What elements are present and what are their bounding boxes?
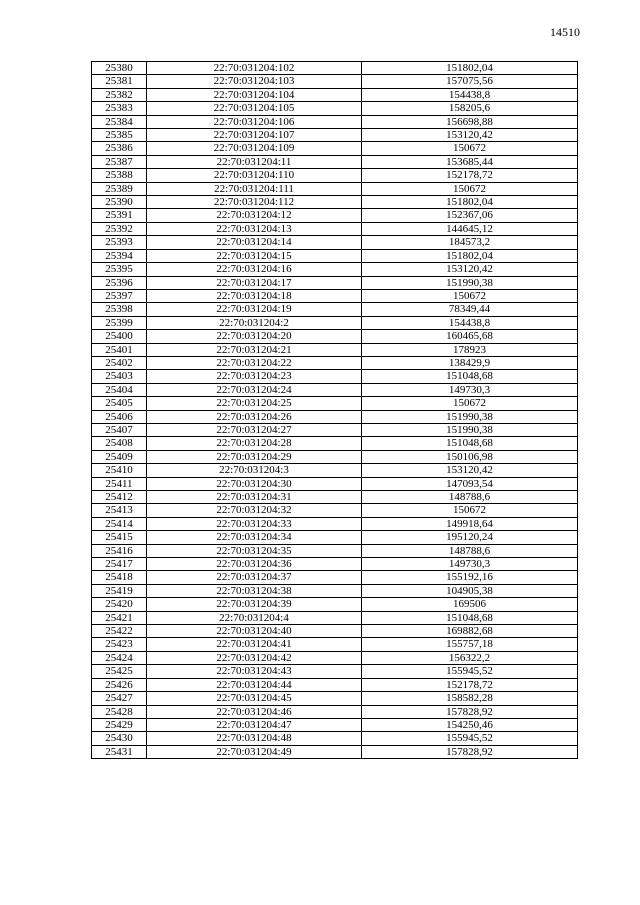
table-row bbox=[92, 289, 578, 302]
cadastral-number-cell: 22:70:031204:14 bbox=[147, 236, 362, 249]
cadastral-number-cell: 22:70:031204:103 bbox=[147, 75, 362, 88]
table-row bbox=[92, 464, 578, 477]
value-cell: 152178,72 bbox=[362, 678, 578, 691]
table-row bbox=[92, 370, 578, 383]
cadastral-number-cell: 22:70:031204:30 bbox=[147, 477, 362, 490]
row-number-cell: 25408 bbox=[92, 437, 147, 450]
table-row bbox=[92, 182, 578, 195]
table-row bbox=[92, 155, 578, 168]
cadastral-number-cell: 22:70:031204:47 bbox=[147, 718, 362, 731]
value-cell: 153685,44 bbox=[362, 155, 578, 168]
cadastral-number-cell: 22:70:031204:37 bbox=[147, 571, 362, 584]
row-number-cell: 25386 bbox=[92, 142, 147, 155]
value-cell: 151802,04 bbox=[362, 249, 578, 262]
table-row bbox=[92, 196, 578, 209]
value-cell: 155945,52 bbox=[362, 665, 578, 678]
row-number-cell: 25390 bbox=[92, 196, 147, 209]
row-number-cell: 25419 bbox=[92, 584, 147, 597]
table-row bbox=[92, 705, 578, 718]
row-number-cell: 25393 bbox=[92, 236, 147, 249]
cadastral-number-cell: 22:70:031204:34 bbox=[147, 531, 362, 544]
row-number-cell: 25416 bbox=[92, 544, 147, 557]
table-row bbox=[92, 423, 578, 436]
cadastral-number-cell: 22:70:031204:42 bbox=[147, 651, 362, 664]
row-number-cell: 25422 bbox=[92, 625, 147, 638]
table-row bbox=[92, 88, 578, 101]
cadastral-number-cell: 22:70:031204:35 bbox=[147, 544, 362, 557]
table-row bbox=[92, 531, 578, 544]
table-row bbox=[92, 249, 578, 262]
cadastral-number-cell: 22:70:031204:36 bbox=[147, 558, 362, 571]
row-number-cell: 25400 bbox=[92, 330, 147, 343]
row-number-cell: 25409 bbox=[92, 450, 147, 463]
cadastral-number-cell: 22:70:031204:18 bbox=[147, 289, 362, 302]
cadastral-number-cell: 22:70:031204:27 bbox=[147, 423, 362, 436]
value-cell: 150672 bbox=[362, 397, 578, 410]
table-row bbox=[92, 625, 578, 638]
table-row bbox=[92, 397, 578, 410]
value-cell: 156698,88 bbox=[362, 115, 578, 128]
cadastral-number-cell: 22:70:031204:43 bbox=[147, 665, 362, 678]
value-cell: 153120,42 bbox=[362, 129, 578, 142]
cadastral-number-cell: 22:70:031204:23 bbox=[147, 370, 362, 383]
table-row bbox=[92, 571, 578, 584]
cadastral-number-cell: 22:70:031204:26 bbox=[147, 410, 362, 423]
table-row bbox=[92, 236, 578, 249]
value-cell: 155757,18 bbox=[362, 638, 578, 651]
cadastral-number-cell: 22:70:031204:16 bbox=[147, 263, 362, 276]
value-cell: 158582,28 bbox=[362, 692, 578, 705]
row-number-cell: 25381 bbox=[92, 75, 147, 88]
cadastral-number-cell: 22:70:031204:4 bbox=[147, 611, 362, 624]
table-row bbox=[92, 665, 578, 678]
value-cell: 154250,46 bbox=[362, 718, 578, 731]
row-number-cell: 25402 bbox=[92, 356, 147, 369]
cadastral-number-cell: 22:70:031204:111 bbox=[147, 182, 362, 195]
cadastral-number-cell: 22:70:031204:112 bbox=[147, 196, 362, 209]
table-row bbox=[92, 263, 578, 276]
row-number-cell: 25425 bbox=[92, 665, 147, 678]
table-row bbox=[92, 718, 578, 731]
table-row bbox=[92, 504, 578, 517]
value-cell: 151048,68 bbox=[362, 370, 578, 383]
table-row bbox=[92, 383, 578, 396]
value-cell: 152367,06 bbox=[362, 209, 578, 222]
table-row bbox=[92, 142, 578, 155]
cadastral-number-cell: 22:70:031204:40 bbox=[147, 625, 362, 638]
row-number-cell: 25392 bbox=[92, 222, 147, 235]
value-cell: 150672 bbox=[362, 504, 578, 517]
cadastral-number-cell: 22:70:031204:25 bbox=[147, 397, 362, 410]
table-row bbox=[92, 276, 578, 289]
table-row bbox=[92, 544, 578, 557]
row-number-cell: 25421 bbox=[92, 611, 147, 624]
table-row bbox=[92, 410, 578, 423]
value-cell: 151802,04 bbox=[362, 62, 578, 75]
table-row bbox=[92, 75, 578, 88]
table-row bbox=[92, 745, 578, 758]
value-cell: 148788,6 bbox=[362, 491, 578, 504]
row-number-cell: 25426 bbox=[92, 678, 147, 691]
value-cell: 169882,68 bbox=[362, 625, 578, 638]
table-row bbox=[92, 330, 578, 343]
value-cell: 156322,2 bbox=[362, 651, 578, 664]
table-row bbox=[92, 651, 578, 664]
cadastral-number-cell: 22:70:031204:29 bbox=[147, 450, 362, 463]
value-cell: 184573,2 bbox=[362, 236, 578, 249]
value-cell: 153120,42 bbox=[362, 464, 578, 477]
value-cell: 151990,38 bbox=[362, 410, 578, 423]
row-number-cell: 25430 bbox=[92, 732, 147, 745]
value-cell: 150672 bbox=[362, 142, 578, 155]
value-cell: 147093,54 bbox=[362, 477, 578, 490]
cadastral-number-cell: 22:70:031204:24 bbox=[147, 383, 362, 396]
row-number-cell: 25387 bbox=[92, 155, 147, 168]
table-row bbox=[92, 678, 578, 691]
row-number-cell: 25388 bbox=[92, 169, 147, 182]
value-cell: 150672 bbox=[362, 182, 578, 195]
cadastral-number-cell: 22:70:031204:109 bbox=[147, 142, 362, 155]
value-cell: 148788,6 bbox=[362, 544, 578, 557]
cadastral-number-cell: 22:70:031204:15 bbox=[147, 249, 362, 262]
value-cell: 157828,92 bbox=[362, 745, 578, 758]
cadastral-number-cell: 22:70:031204:31 bbox=[147, 491, 362, 504]
cadastral-number-cell: 22:70:031204:105 bbox=[147, 102, 362, 115]
cadastral-number-cell: 22:70:031204:28 bbox=[147, 437, 362, 450]
value-cell: 149730,3 bbox=[362, 558, 578, 571]
cadastral-number-cell: 22:70:031204:3 bbox=[147, 464, 362, 477]
table-row bbox=[92, 303, 578, 316]
value-cell: 157828,92 bbox=[362, 705, 578, 718]
row-number-cell: 25396 bbox=[92, 276, 147, 289]
value-cell: 78349,44 bbox=[362, 303, 578, 316]
cadastral-number-cell: 22:70:031204:33 bbox=[147, 517, 362, 530]
table-row bbox=[92, 115, 578, 128]
row-number-cell: 25403 bbox=[92, 370, 147, 383]
table-row bbox=[92, 169, 578, 182]
value-cell: 144645,12 bbox=[362, 222, 578, 235]
value-cell: 155192,16 bbox=[362, 571, 578, 584]
data-table bbox=[91, 61, 578, 759]
row-number-cell: 25382 bbox=[92, 88, 147, 101]
table-row bbox=[92, 316, 578, 329]
cadastral-number-cell: 22:70:031204:19 bbox=[147, 303, 362, 316]
value-cell: 178923 bbox=[362, 343, 578, 356]
cadastral-number-cell: 22:70:031204:41 bbox=[147, 638, 362, 651]
table-row bbox=[92, 222, 578, 235]
cadastral-number-cell: 22:70:031204:17 bbox=[147, 276, 362, 289]
row-number-cell: 25401 bbox=[92, 343, 147, 356]
value-cell: 155945,52 bbox=[362, 732, 578, 745]
row-number-cell: 25384 bbox=[92, 115, 147, 128]
table-row bbox=[92, 62, 578, 75]
row-number-cell: 25407 bbox=[92, 423, 147, 436]
cadastral-number-cell: 22:70:031204:12 bbox=[147, 209, 362, 222]
value-cell: 151802,04 bbox=[362, 196, 578, 209]
cadastral-number-cell: 22:70:031204:21 bbox=[147, 343, 362, 356]
value-cell: 149918,64 bbox=[362, 517, 578, 530]
cadastral-number-cell: 22:70:031204:48 bbox=[147, 732, 362, 745]
value-cell: 154438,8 bbox=[362, 316, 578, 329]
value-cell: 169506 bbox=[362, 598, 578, 611]
row-number-cell: 25418 bbox=[92, 571, 147, 584]
value-cell: 160465,68 bbox=[362, 330, 578, 343]
row-number-cell: 25412 bbox=[92, 491, 147, 504]
row-number-cell: 25406 bbox=[92, 410, 147, 423]
row-number-cell: 25391 bbox=[92, 209, 147, 222]
value-cell: 150672 bbox=[362, 289, 578, 302]
cadastral-number-cell: 22:70:031204:20 bbox=[147, 330, 362, 343]
row-number-cell: 25385 bbox=[92, 129, 147, 142]
cadastral-number-cell: 22:70:031204:104 bbox=[147, 88, 362, 101]
table-row bbox=[92, 343, 578, 356]
table-row bbox=[92, 517, 578, 530]
row-number-cell: 25420 bbox=[92, 598, 147, 611]
row-number-cell: 25411 bbox=[92, 477, 147, 490]
cadastral-number-cell: 22:70:031204:110 bbox=[147, 169, 362, 182]
row-number-cell: 25414 bbox=[92, 517, 147, 530]
value-cell: 149730,3 bbox=[362, 383, 578, 396]
row-number-cell: 25431 bbox=[92, 745, 147, 758]
cadastral-number-cell: 22:70:031204:2 bbox=[147, 316, 362, 329]
table-row bbox=[92, 598, 578, 611]
cadastral-number-cell: 22:70:031204:106 bbox=[147, 115, 362, 128]
table-row bbox=[92, 491, 578, 504]
row-number-cell: 25423 bbox=[92, 638, 147, 651]
cadastral-number-cell: 22:70:031204:38 bbox=[147, 584, 362, 597]
row-number-cell: 25397 bbox=[92, 289, 147, 302]
row-number-cell: 25383 bbox=[92, 102, 147, 115]
value-cell: 138429,9 bbox=[362, 356, 578, 369]
row-number-cell: 25399 bbox=[92, 316, 147, 329]
table-row bbox=[92, 129, 578, 142]
value-cell: 151048,68 bbox=[362, 611, 578, 624]
table-row bbox=[92, 450, 578, 463]
cadastral-number-cell: 22:70:031204:107 bbox=[147, 129, 362, 142]
cadastral-number-cell: 22:70:031204:39 bbox=[147, 598, 362, 611]
table-body bbox=[92, 62, 578, 759]
row-number-cell: 25405 bbox=[92, 397, 147, 410]
table-row bbox=[92, 638, 578, 651]
row-number-cell: 25429 bbox=[92, 718, 147, 731]
value-cell: 104905,38 bbox=[362, 584, 578, 597]
cadastral-number-cell: 22:70:031204:102 bbox=[147, 62, 362, 75]
table-row bbox=[92, 732, 578, 745]
table-row bbox=[92, 692, 578, 705]
value-cell: 150106,98 bbox=[362, 450, 578, 463]
value-cell: 157075,56 bbox=[362, 75, 578, 88]
row-number-cell: 25427 bbox=[92, 692, 147, 705]
cadastral-number-cell: 22:70:031204:44 bbox=[147, 678, 362, 691]
cadastral-number-cell: 22:70:031204:22 bbox=[147, 356, 362, 369]
row-number-cell: 25398 bbox=[92, 303, 147, 316]
value-cell: 151990,38 bbox=[362, 423, 578, 436]
row-number-cell: 25389 bbox=[92, 182, 147, 195]
row-number-cell: 25413 bbox=[92, 504, 147, 517]
value-cell: 151990,38 bbox=[362, 276, 578, 289]
row-number-cell: 25394 bbox=[92, 249, 147, 262]
table-row bbox=[92, 209, 578, 222]
cadastral-number-cell: 22:70:031204:32 bbox=[147, 504, 362, 517]
table-row bbox=[92, 611, 578, 624]
table-row bbox=[92, 558, 578, 571]
table-row bbox=[92, 437, 578, 450]
row-number-cell: 25428 bbox=[92, 705, 147, 718]
cadastral-number-cell: 22:70:031204:49 bbox=[147, 745, 362, 758]
value-cell: 195120,24 bbox=[362, 531, 578, 544]
row-number-cell: 25404 bbox=[92, 383, 147, 396]
cadastral-number-cell: 22:70:031204:11 bbox=[147, 155, 362, 168]
row-number-cell: 25410 bbox=[92, 464, 147, 477]
page-number: 14510 bbox=[550, 25, 580, 39]
row-number-cell: 25417 bbox=[92, 558, 147, 571]
table-row bbox=[92, 584, 578, 597]
row-number-cell: 25380 bbox=[92, 62, 147, 75]
row-number-cell: 25395 bbox=[92, 263, 147, 276]
table-row bbox=[92, 477, 578, 490]
table-row bbox=[92, 356, 578, 369]
value-cell: 154438,8 bbox=[362, 88, 578, 101]
value-cell: 152178,72 bbox=[362, 169, 578, 182]
cadastral-number-cell: 22:70:031204:13 bbox=[147, 222, 362, 235]
row-number-cell: 25415 bbox=[92, 531, 147, 544]
value-cell: 151048,68 bbox=[362, 437, 578, 450]
row-number-cell: 25424 bbox=[92, 651, 147, 664]
value-cell: 153120,42 bbox=[362, 263, 578, 276]
table-row bbox=[92, 102, 578, 115]
value-cell: 158205,6 bbox=[362, 102, 578, 115]
cadastral-number-cell: 22:70:031204:45 bbox=[147, 692, 362, 705]
cadastral-number-cell: 22:70:031204:46 bbox=[147, 705, 362, 718]
